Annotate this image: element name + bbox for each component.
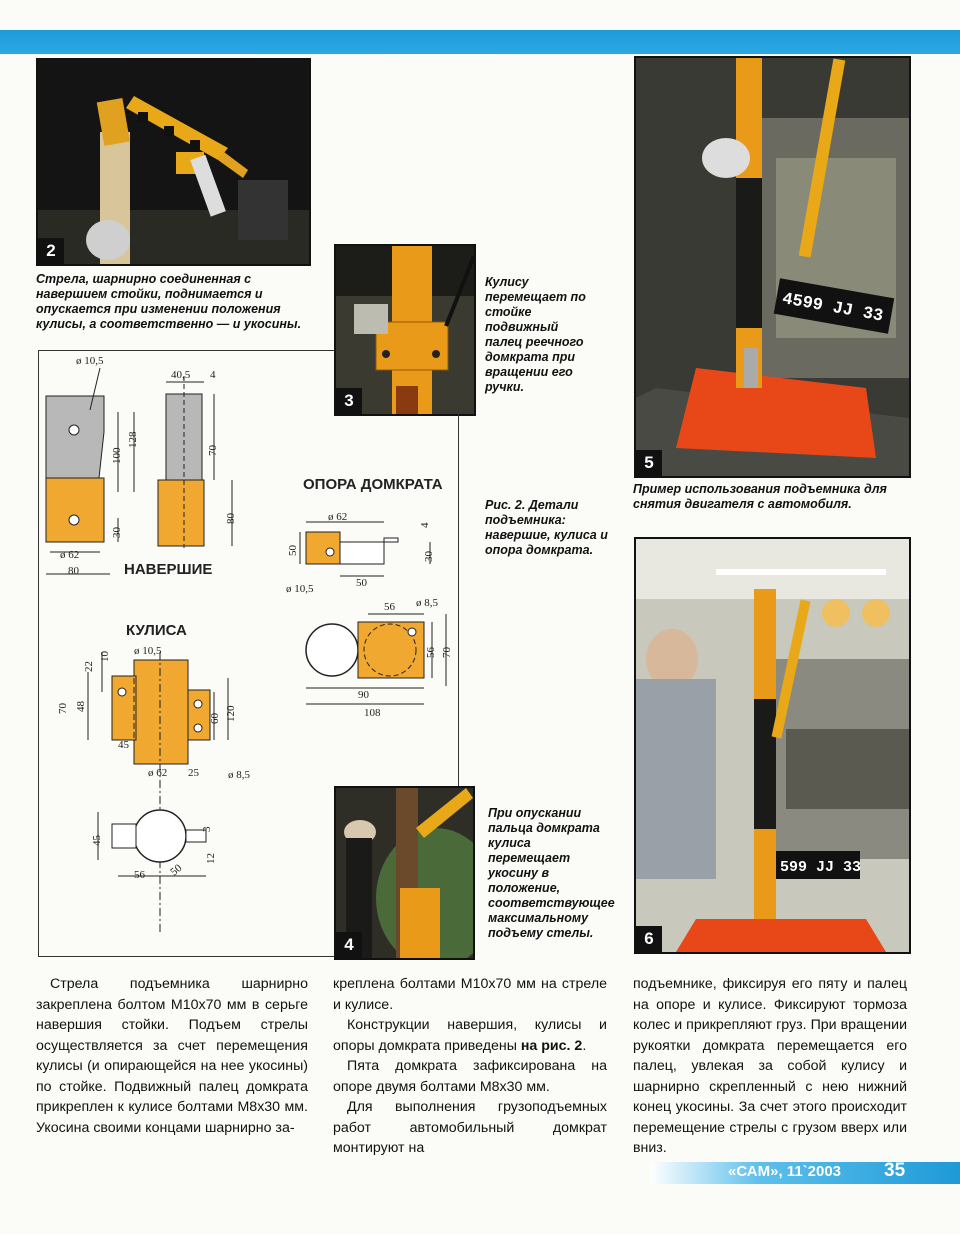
photo-3-caption: Кулису перемещает по стойке подвижный палец реечного домкрата при вращении его ручки. xyxy=(485,275,586,394)
kulisa-dim-45: 45 xyxy=(118,739,129,751)
kulisa-dim-120: 120 xyxy=(225,705,237,722)
naversh-dim-40-5: 40,5 xyxy=(171,369,191,381)
kulisa-dim-50: 50 xyxy=(168,862,185,879)
kulisa-dim-hole: ø 10,5 xyxy=(134,645,162,657)
photo-6 xyxy=(634,537,911,954)
photo-6-number: 6 xyxy=(636,926,662,952)
body-col2-p4: Для выполнения грузоподъемных работ автомобильный домкрат монтируют на xyxy=(333,1099,607,1156)
body-column-2 xyxy=(333,974,607,1159)
photo-5-caption: Пример использования подъемника для снятия двигателя с автомобиля. xyxy=(633,482,887,511)
photo-5-plate: 4599 JJ 33 xyxy=(780,290,885,327)
naversh-dim-70: 70 xyxy=(207,445,219,456)
body-column-1 xyxy=(36,974,308,1138)
opora-dim-30: 30 xyxy=(423,551,435,562)
top-color-bar xyxy=(0,30,960,54)
kulisa-dim-d8-5: ø 8,5 xyxy=(228,769,250,781)
opora-dim-d10-5: ø 10,5 xyxy=(286,583,314,595)
body-col2-p3: Пята домкрата зафиксирована на опоре двумя болтами М8х30 мм. xyxy=(333,1058,607,1095)
opora-dim-90: 90 xyxy=(358,689,369,701)
kulisa-dim-10: 10 xyxy=(99,651,111,662)
opora-dim-w50: 50 xyxy=(356,577,367,589)
figure-label-opora: ОПОРА ДОМКРАТА xyxy=(303,476,443,493)
kulisa-dim-70: 70 xyxy=(57,703,69,714)
figure-label-naversh: НАВЕРШИЕ xyxy=(124,561,213,578)
kulisa-dim-60: 60 xyxy=(209,713,221,724)
kulisa-dim-b45: 45 xyxy=(91,835,103,846)
kulisa-dim-d62: ø 62 xyxy=(148,767,168,779)
opora-dim-d62: ø 62 xyxy=(328,511,348,523)
figure-2-caption: Рис. 2. Детали подъемника: навершие, кулиса и опора домкрата. xyxy=(485,498,608,557)
photo-3-number: 3 xyxy=(336,388,362,414)
photo-6-plate: 599 JJ 33 xyxy=(780,859,862,876)
photo-2 xyxy=(36,58,311,266)
opora-dim-56: 56 xyxy=(384,601,395,613)
photo-2-caption: Стрела, шарнирно соединенная с навершием стойки, поднимается и опускается при изменении положения кулисы, а соответственно — и укосины. xyxy=(36,272,302,331)
body-col2-p1: креплена болтами М10х70 мм на стреле и кулисе. xyxy=(333,976,607,1013)
photo-5-number: 5 xyxy=(636,450,662,476)
kulisa-dim-b12: 12 xyxy=(205,853,217,864)
naversh-dim-30: 30 xyxy=(111,527,123,538)
opora-dim-d8-5: ø 8,5 xyxy=(416,597,438,609)
photo-2-image xyxy=(38,60,309,264)
photo-6-image xyxy=(636,539,909,952)
body-col1-text: Стрела подъемника шарнирно закреплена болтом М10х70 мм в серьге навершия стойки. Подъем стрелы осуществляется за счет перемещения кулисы (и опирающейся на нее укосины) по стойке. Подвижный палец домкрата прикреплен к кулисе болтами М8х30 мм. Укосина своими концами шарнирно за- xyxy=(36,976,308,1136)
naversh-dim-d62: ø 62 xyxy=(60,549,80,561)
opora-dim-h70: 70 xyxy=(441,647,453,658)
naversh-dim-128: 128 xyxy=(127,431,139,448)
figure-label-kulisa: КУЛИСА xyxy=(126,622,187,639)
figure-frame-right xyxy=(458,410,459,788)
opora-dim-108: 108 xyxy=(364,707,381,719)
photo-4 xyxy=(334,786,475,960)
body-col2-p2: Конструкции навершия, кулисы и опоры домкрата приведены на рис. 2. xyxy=(333,1017,607,1054)
opora-dim-50: 50 xyxy=(287,545,299,556)
photo-4-number: 4 xyxy=(336,932,362,958)
naversh-dim-80: 80 xyxy=(68,565,79,577)
naversh-dim-4: 4 xyxy=(210,369,216,381)
opora-dim-h56: 56 xyxy=(425,647,437,658)
naversh-dim-100: 100 xyxy=(111,447,123,464)
kulisa-dim-25: 25 xyxy=(188,767,199,779)
kulisa-dim-22: 22 xyxy=(83,661,95,672)
body-col3-text: подъемнике, фиксируя его пяту и палец на опоре и кулисе. Фиксируют тормоза колес и прикрепляют груз. При вращении рукоятки домкрата перемещается его палец, увлекая за собой кулису и шарнирно скрепленный с нею нижний конец укосины. За счет этого происходит перемещение стрелы с грузом вверх или вниз. xyxy=(633,976,907,1156)
kulisa-dim-b3: 3 xyxy=(201,826,213,832)
photo-2-number: 2 xyxy=(38,238,64,264)
footer-magazine: «САМ», 11`2003 xyxy=(728,1163,842,1180)
body-column-3 xyxy=(633,974,907,1159)
naversh-dim-hole: ø 10,5 xyxy=(76,355,104,367)
photo-5-image xyxy=(636,58,909,476)
kulisa-dim-56: 56 xyxy=(134,869,145,881)
naversh-dim-80b: 80 xyxy=(225,513,237,524)
photo-5 xyxy=(634,56,911,478)
photo-4-caption: При опускании пальца домкрата кулиса перемещает укосину в положение, соответствующее максимальному подъему стелы. xyxy=(488,806,615,940)
page-number: 35 xyxy=(884,1160,906,1181)
fig-2-reference: на рис. 2 xyxy=(520,1037,583,1054)
kulisa-dim-48: 48 xyxy=(75,701,87,712)
opora-dim-4: 4 xyxy=(419,522,431,528)
